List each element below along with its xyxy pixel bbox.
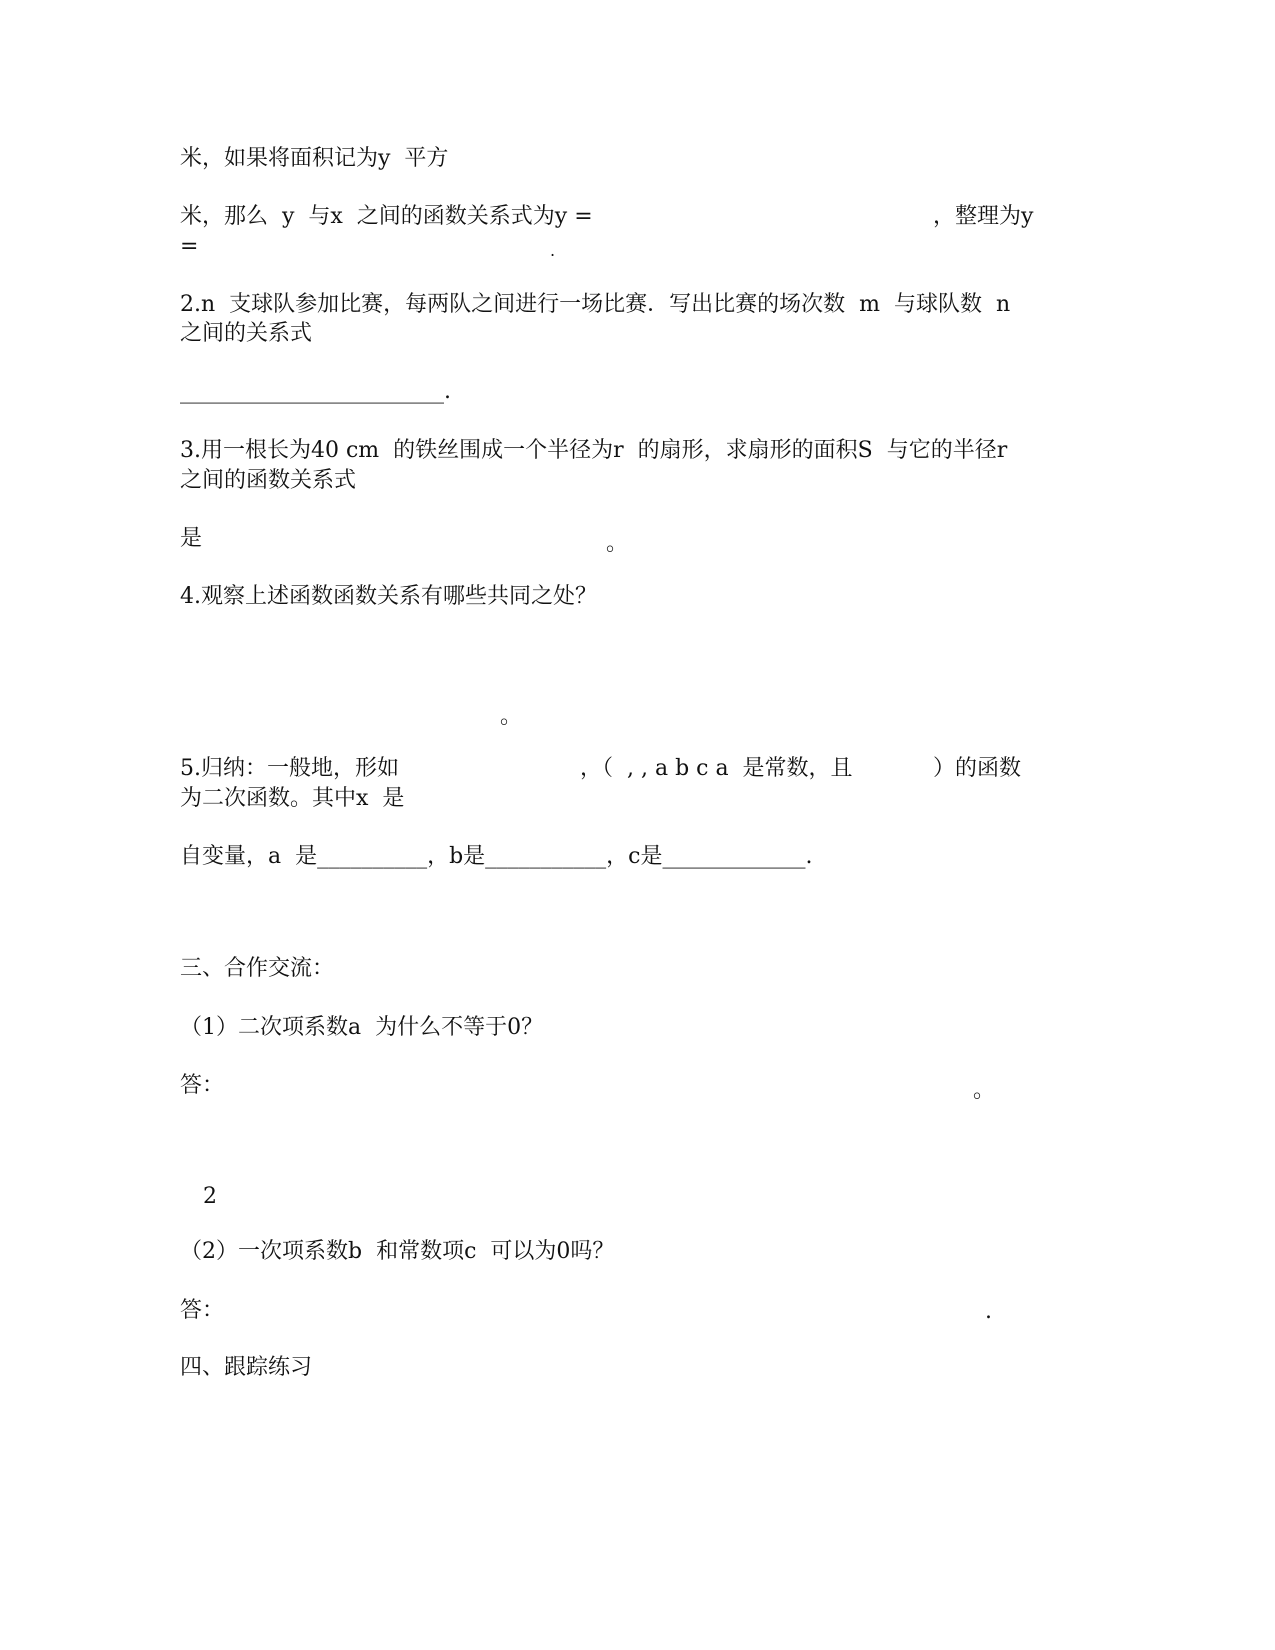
question-3-answer-end: 。	[606, 531, 629, 556]
question-3-answer-label: 是	[180, 526, 203, 551]
discussion-2-answer-end: .	[985, 1299, 992, 1324]
question-5-text-cont: 为二次函数。其中x 是	[180, 786, 405, 811]
section-4-heading: 四、跟踪练习	[180, 1355, 313, 1380]
discussion-1-answer-label: 答：	[180, 1073, 225, 1098]
question-3-text: 3.用一根长为40 cm 的铁丝围成一个半径为r 的扇形，求扇形的面积S 与它的半径r	[180, 438, 1008, 463]
question-5-text: 5.归纳：一般地，形如	[180, 756, 399, 781]
question-5-text-end: ）的函数	[933, 756, 1022, 781]
question-2-text: 2.n 支球队参加比赛，每两队之间进行一场比赛．写出比赛的场次数 m 与球队数 n	[180, 292, 1011, 317]
question-4-text: 4.观察上述函数函数关系有哪些共同之处？	[180, 584, 597, 609]
question-5-blanks: 自变量，a 是__________，b是___________，c是_____________.	[180, 844, 813, 869]
line-simplify-label: ，整理为y	[933, 204, 1034, 229]
question-3-text-cont: 之间的函数关系式	[180, 468, 357, 493]
question-2-answer-blank: ________________________.	[180, 379, 451, 404]
line-area-unit: 米，如果将面积记为y 平方	[180, 146, 449, 171]
question-4-answer-end: 。	[500, 704, 523, 729]
discussion-2-answer-label: 答：	[180, 1298, 225, 1323]
section-3-heading: 三、合作交流：	[180, 956, 335, 981]
discussion-2-question: （2）一次项系数b 和常数项c 可以为0吗？	[180, 1239, 615, 1264]
question-2-text-cont: 之间的关系式	[180, 321, 313, 346]
question-5-text-mid: ，（ , , a b c a 是常数，且	[580, 756, 853, 781]
discussion-1-question: （1）二次项系数a 为什么不等于0？	[180, 1015, 544, 1040]
discussion-1-answer-end: 。	[973, 1078, 996, 1103]
line-period: .	[550, 241, 556, 260]
line-function-relation: 米，那么 y 与x 之间的函数关系式为y =	[180, 204, 593, 229]
line-equals: =	[180, 234, 199, 259]
superscript-2: 2	[203, 1184, 217, 1209]
